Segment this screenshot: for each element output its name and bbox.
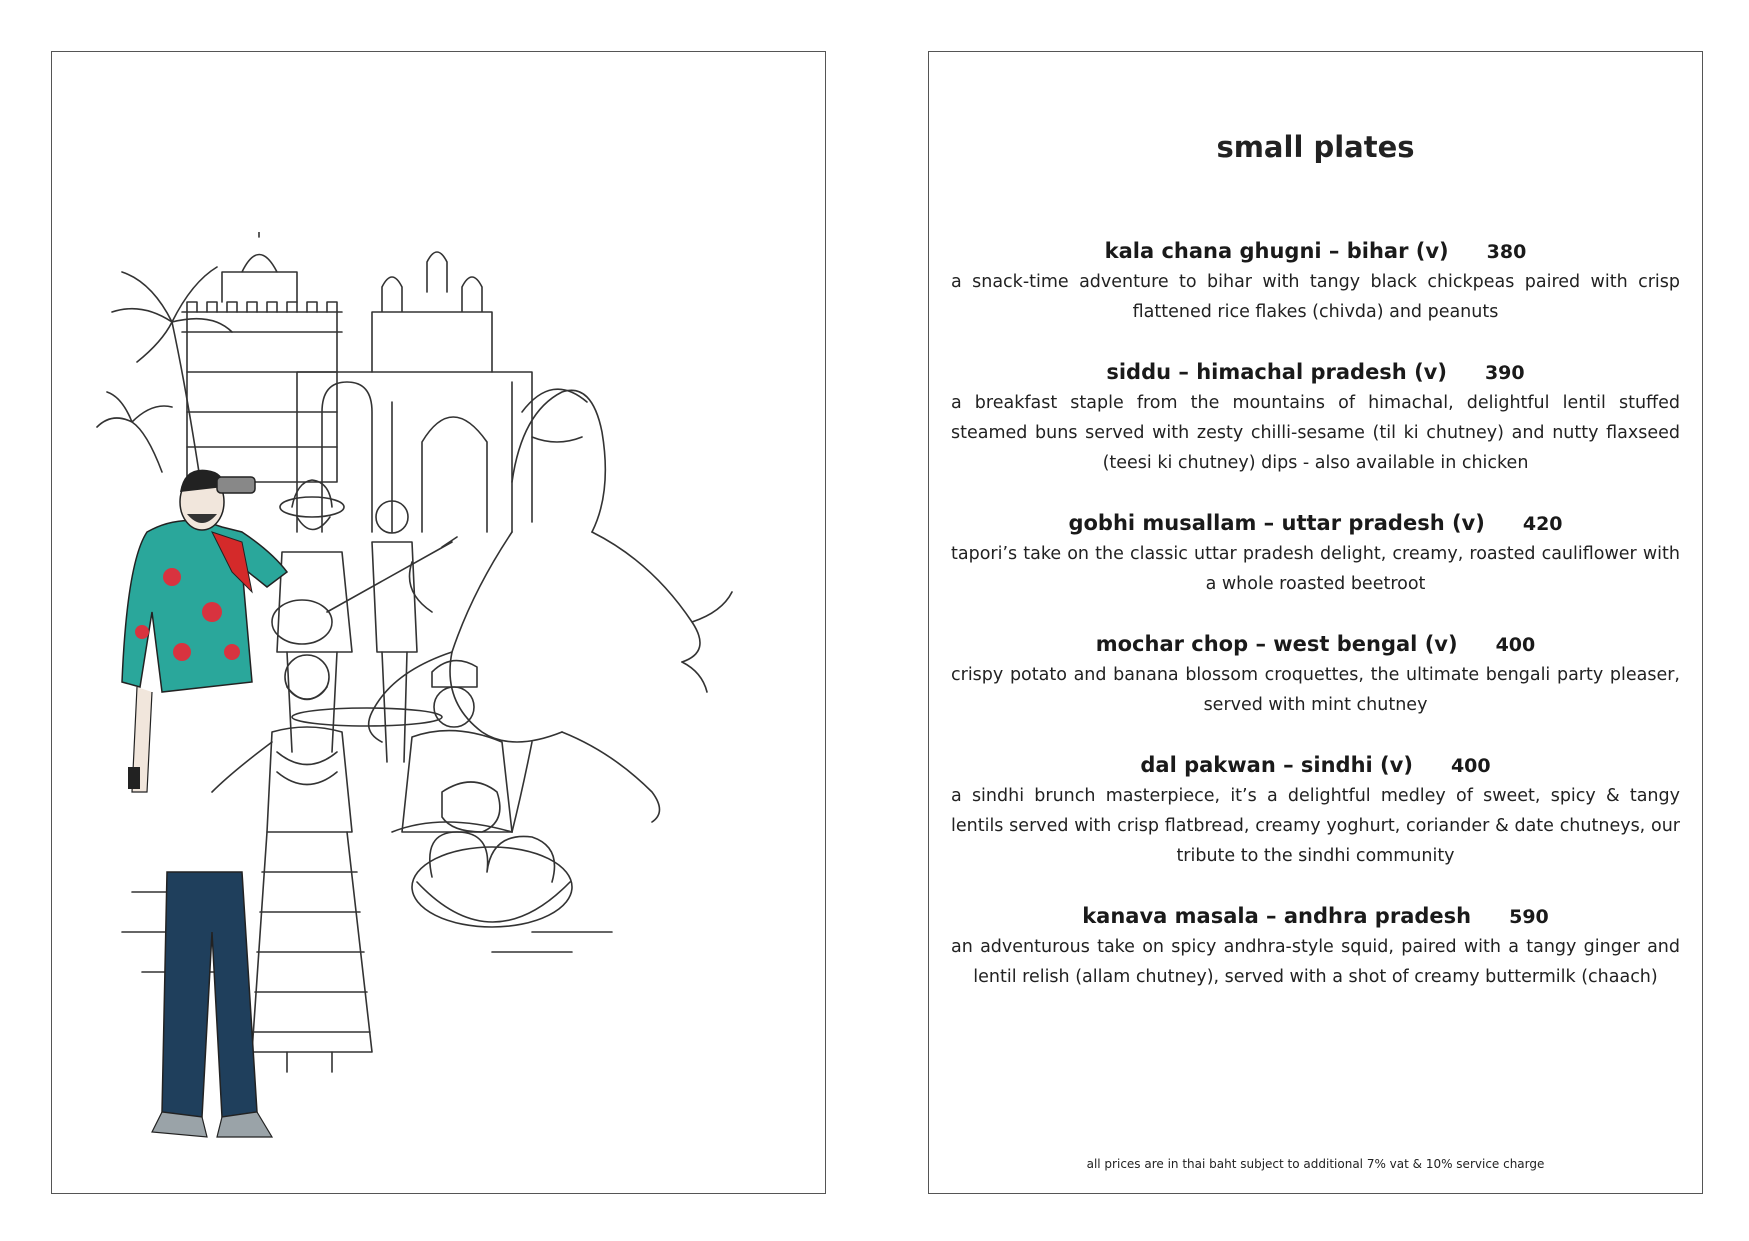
illustration-panel <box>51 51 826 1194</box>
menu-panel <box>928 51 1703 1194</box>
item-name: gobhi musallam – uttar pradesh (v) <box>1068 511 1485 535</box>
item-name: siddu – himachal pradesh (v) <box>1106 360 1447 384</box>
menu-items <box>951 236 1680 1022</box>
item-description: a snack-time adventure to bihar with tangy black chickpeas paired with crisp flattened rice flakes (chivda) and peanuts <box>951 272 1680 322</box>
menu-item <box>951 629 1680 720</box>
tourist-with-binoculars-icon <box>122 470 287 1137</box>
menu-item <box>951 750 1680 871</box>
menu-item <box>951 508 1680 599</box>
menu-title: small plates <box>1216 130 1415 164</box>
flute-player-icon <box>372 501 417 762</box>
item-description: an adventurous take on spicy andhra-style squid, paired with a tangy ginger and lentil relish (allam chutney), served with a shot of creamy buttermilk (chaach) <box>951 937 1680 987</box>
item-description: a sindhi brunch masterpiece, it’s a delightful medley of sweet, spicy & tangy lentils served with crisp flatbread, creamy yoghurt, coriander & date chutneys, our tribute to the sindhi community <box>951 786 1680 866</box>
price-footnote: all prices are in thai baht subject to additional 7% vat & 10% service charge <box>1086 1157 1545 1171</box>
man-with-basket-icon <box>392 661 572 927</box>
item-price: 400 <box>1495 634 1536 656</box>
item-description: crispy potato and banana blossom croquettes, the ultimate bengali party pleaser, served with mint chutney <box>951 665 1680 715</box>
item-price: 400 <box>1450 755 1491 777</box>
menu-item <box>951 901 1680 992</box>
palm-tree-icon <box>97 267 232 492</box>
item-price: 420 <box>1522 513 1563 535</box>
street-scene-illustration-icon <box>92 232 792 1172</box>
item-description: a breakfast staple from the mountains of himachal, delightful lentil stuffed steamed buns served with zesty chilli-sesame (til ki chutney) and nutty flaxseed (teesi ki chutney) dips - also available in chicken <box>951 393 1680 473</box>
item-name: kala chana ghugni – bihar (v) <box>1104 239 1449 263</box>
dancing-statue-icon <box>369 389 732 832</box>
gateway-arch-icon <box>297 252 532 532</box>
item-price: 590 <box>1509 906 1549 928</box>
item-name: mochar chop – west bengal (v) <box>1095 632 1458 656</box>
fort-tower-icon <box>182 232 342 482</box>
item-price: 380 <box>1486 241 1527 263</box>
menu-item <box>951 357 1680 478</box>
item-description: tapori’s take on the classic uttar pradesh delight, creamy, roasted cauliflower with a whole roasted beetroot <box>951 544 1680 594</box>
item-price: 390 <box>1484 362 1525 384</box>
menu-item <box>951 236 1680 327</box>
item-name: kanava masala – andhra pradesh <box>1082 904 1472 928</box>
item-name: dal pakwan – sindhi (v) <box>1140 753 1413 777</box>
